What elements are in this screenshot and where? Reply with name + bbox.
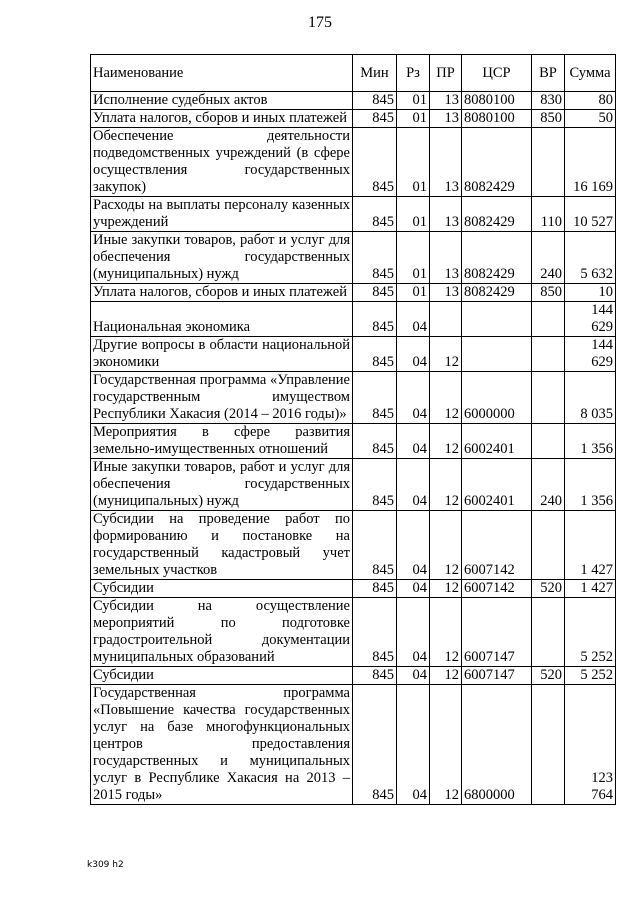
table-row — [91, 92, 616, 110]
cell-rz: 01 — [397, 128, 430, 197]
cell-min: 845 — [353, 598, 397, 667]
cell-sum: 8 035 — [565, 372, 616, 424]
cell-min: 845 — [353, 232, 397, 284]
cell-csr: 8082429 — [462, 284, 532, 302]
cell-pr: 12 — [430, 459, 462, 511]
table-row — [91, 511, 616, 580]
cell-csr: 6002401 — [462, 424, 532, 459]
cell-pr: 13 — [430, 128, 462, 197]
table-row — [91, 302, 616, 337]
cell-csr: 6007142 — [462, 511, 532, 580]
cell-sum: 50 — [565, 110, 616, 128]
cell-min: 845 — [353, 284, 397, 302]
cell-pr: 13 — [430, 197, 462, 232]
cell-vr — [532, 128, 565, 197]
cell-rz: 01 — [397, 232, 430, 284]
cell-name: Мероприятия в сфере развития земельно-имущественных отношений — [91, 424, 353, 459]
cell-sum: 123 764 — [565, 685, 616, 805]
cell-sum: 10 — [565, 284, 616, 302]
cell-sum: 144 629 — [565, 302, 616, 337]
cell-name: Субсидии — [91, 580, 353, 598]
cell-csr: 6007147 — [462, 667, 532, 685]
cell-sum: 5 252 — [565, 598, 616, 667]
cell-name: Иные закупки товаров, работ и услуг для обеспечения государственных (муниципальных) нужд — [91, 232, 353, 284]
budget-table — [90, 54, 616, 805]
header-min: Мин — [353, 55, 397, 92]
cell-name: Субсидии на проведение работ по формированию и постановке на государственный кадастровый учет земельных участков — [91, 511, 353, 580]
cell-rz: 04 — [397, 685, 430, 805]
cell-min: 845 — [353, 511, 397, 580]
cell-name: Государственная программа «Повышение качества государственных услуг на базе многофункциональных центров предоставления государственных и муниципальных услуг в Республике Хакасия на 2013 – 2015 годы» — [91, 685, 353, 805]
header-sum: Сумма — [565, 55, 616, 92]
cell-csr — [462, 302, 532, 337]
cell-csr: 6007147 — [462, 598, 532, 667]
cell-min: 845 — [353, 110, 397, 128]
table-row — [91, 580, 616, 598]
cell-name: Субсидии на осуществление мероприятий по подготовке градостроительной документации муниципальных образований — [91, 598, 353, 667]
cell-rz: 04 — [397, 511, 430, 580]
table-row — [91, 372, 616, 424]
cell-vr: 110 — [532, 197, 565, 232]
cell-name: Государственная программа «Управление государственным имуществом Республики Хакасия (2014 – 2016 годы)» — [91, 372, 353, 424]
cell-name: Уплата налогов, сборов и иных платежей — [91, 110, 353, 128]
table-row — [91, 128, 616, 197]
cell-rz: 01 — [397, 92, 430, 110]
cell-rz: 04 — [397, 302, 430, 337]
cell-vr: 240 — [532, 232, 565, 284]
cell-pr: 13 — [430, 92, 462, 110]
cell-name: Обеспечение деятельности подведомственных учреждений (в сфере осуществления государственных закупок) — [91, 128, 353, 197]
cell-vr — [532, 302, 565, 337]
header-csr: ЦСР — [462, 55, 532, 92]
cell-name: Другие вопросы в области национальной экономики — [91, 337, 353, 372]
table-row — [91, 424, 616, 459]
cell-sum: 1 427 — [565, 511, 616, 580]
cell-vr — [532, 337, 565, 372]
header-name: Наименование — [91, 55, 353, 92]
cell-vr — [532, 598, 565, 667]
table-header-row — [91, 55, 616, 92]
cell-vr — [532, 511, 565, 580]
cell-name: Субсидии — [91, 667, 353, 685]
cell-min: 845 — [353, 424, 397, 459]
header-vr: ВР — [532, 55, 565, 92]
cell-vr: 520 — [532, 580, 565, 598]
cell-pr: 12 — [430, 424, 462, 459]
cell-min: 845 — [353, 667, 397, 685]
cell-pr: 12 — [430, 667, 462, 685]
table-row — [91, 110, 616, 128]
cell-min: 845 — [353, 459, 397, 511]
cell-rz: 04 — [397, 598, 430, 667]
cell-rz: 04 — [397, 667, 430, 685]
footer-code: k309 h2 — [87, 860, 124, 870]
page-number: 175 — [308, 14, 332, 31]
table-body — [91, 92, 616, 805]
cell-min: 845 — [353, 337, 397, 372]
cell-sum: 144 629 — [565, 337, 616, 372]
cell-name: Иные закупки товаров, работ и услуг для обеспечения государственных (муниципальных) нужд — [91, 459, 353, 511]
cell-pr: 13 — [430, 232, 462, 284]
table-row — [91, 232, 616, 284]
cell-rz: 04 — [397, 580, 430, 598]
cell-vr: 850 — [532, 284, 565, 302]
table-row — [91, 598, 616, 667]
cell-min: 845 — [353, 128, 397, 197]
table-row — [91, 667, 616, 685]
cell-rz: 01 — [397, 110, 430, 128]
cell-pr — [430, 302, 462, 337]
cell-pr: 12 — [430, 511, 462, 580]
cell-name: Уплата налогов, сборов и иных платежей — [91, 284, 353, 302]
cell-csr: 6002401 — [462, 459, 532, 511]
cell-pr: 12 — [430, 580, 462, 598]
cell-sum: 1 356 — [565, 459, 616, 511]
cell-rz: 04 — [397, 459, 430, 511]
cell-sum: 1 427 — [565, 580, 616, 598]
cell-pr: 12 — [430, 337, 462, 372]
cell-pr: 12 — [430, 372, 462, 424]
cell-vr: 520 — [532, 667, 565, 685]
cell-name: Национальная экономика — [91, 302, 353, 337]
cell-csr — [462, 337, 532, 372]
cell-sum: 5 632 — [565, 232, 616, 284]
cell-sum: 5 252 — [565, 667, 616, 685]
cell-csr: 6007142 — [462, 580, 532, 598]
cell-sum: 1 356 — [565, 424, 616, 459]
cell-csr: 6000000 — [462, 372, 532, 424]
cell-pr: 13 — [430, 110, 462, 128]
cell-vr: 850 — [532, 110, 565, 128]
cell-rz: 01 — [397, 284, 430, 302]
cell-csr: 8080100 — [462, 92, 532, 110]
cell-min: 845 — [353, 92, 397, 110]
cell-csr: 8082429 — [462, 197, 532, 232]
cell-min: 845 — [353, 372, 397, 424]
cell-csr: 6800000 — [462, 685, 532, 805]
cell-csr: 8082429 — [462, 128, 532, 197]
cell-sum: 16 169 — [565, 128, 616, 197]
cell-vr — [532, 685, 565, 805]
cell-min: 845 — [353, 302, 397, 337]
table-row — [91, 197, 616, 232]
cell-rz: 04 — [397, 372, 430, 424]
cell-csr: 8080100 — [462, 110, 532, 128]
cell-vr — [532, 424, 565, 459]
header-rz: Рз — [397, 55, 430, 92]
cell-pr: 12 — [430, 598, 462, 667]
cell-min: 845 — [353, 685, 397, 805]
header-pr: ПР — [430, 55, 462, 92]
cell-rz: 04 — [397, 337, 430, 372]
cell-min: 845 — [353, 580, 397, 598]
cell-vr: 240 — [532, 459, 565, 511]
table-row — [91, 337, 616, 372]
cell-sum: 10 527 — [565, 197, 616, 232]
cell-pr: 13 — [430, 284, 462, 302]
cell-vr: 830 — [532, 92, 565, 110]
cell-pr: 12 — [430, 685, 462, 805]
cell-name: Исполнение судебных актов — [91, 92, 353, 110]
cell-sum: 80 — [565, 92, 616, 110]
cell-vr — [532, 372, 565, 424]
cell-min: 845 — [353, 197, 397, 232]
table-row — [91, 459, 616, 511]
cell-rz: 04 — [397, 424, 430, 459]
cell-csr: 8082429 — [462, 232, 532, 284]
table-row — [91, 284, 616, 302]
cell-name: Расходы на выплаты персоналу казенных учреждений — [91, 197, 353, 232]
table-row — [91, 685, 616, 805]
cell-rz: 01 — [397, 197, 430, 232]
